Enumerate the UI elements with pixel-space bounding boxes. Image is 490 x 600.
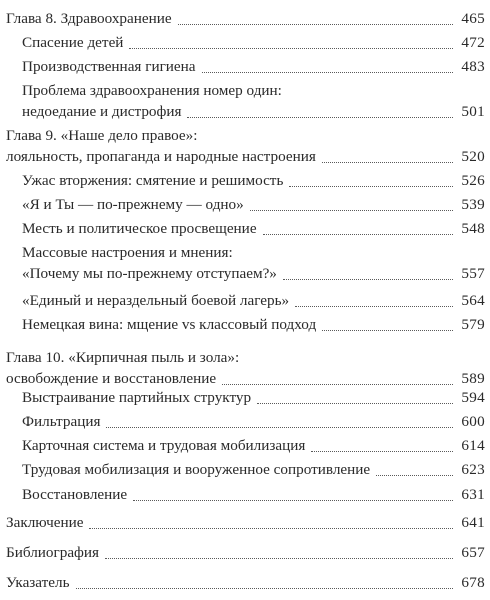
toc-dot-leader (106, 426, 453, 428)
toc-dot-leader (187, 116, 453, 118)
toc-page-number: 614 (461, 437, 485, 454)
toc-dot-leader (263, 233, 454, 235)
toc-entry-title: Карточная система и трудовая мобилизация (22, 437, 306, 454)
toc-page-number: 501 (461, 103, 485, 120)
toc-section-entry (0, 80, 490, 122)
toc-page-number: 641 (461, 514, 485, 531)
toc-section-entry (0, 56, 490, 77)
toc-page-number: 678 (461, 574, 485, 591)
toc-entry-title: «Почему мы по-прежнему отступаем?» (22, 265, 277, 282)
toc-dot-leader (89, 527, 453, 529)
toc-entry-title: Спасение детей (22, 34, 124, 51)
toc-dot-leader (289, 185, 453, 187)
toc-dot-leader (222, 383, 453, 385)
toc-chapter-entry (0, 125, 490, 167)
toc-entry-title: освобождение и восстановление (6, 370, 217, 387)
toc-page-number: 465 (461, 10, 485, 27)
toc-page-number: 623 (461, 461, 485, 478)
toc-entry-title: Ужас вторжения: смятение и решимость (22, 172, 284, 189)
toc-dot-leader (133, 499, 453, 501)
toc-entry-title: Производственная гигиена (22, 58, 196, 75)
toc-dot-leader (76, 587, 454, 589)
toc-dot-leader (202, 71, 454, 73)
toc-section-entry (0, 314, 490, 335)
toc-dot-leader (129, 47, 453, 49)
toc-chapter-entry (0, 542, 490, 563)
toc-page-number: 589 (461, 370, 485, 387)
toc-entry-title: Месть и политическое просвещение (22, 220, 257, 237)
toc-entry-title: Глава 10. «Кирпичная пыль и зола»: (6, 349, 240, 366)
toc-dot-leader (178, 23, 454, 25)
toc-section-entry (0, 387, 490, 408)
toc-entry-title: Массовые настроения и мнения: (22, 244, 233, 261)
toc-page-number: 594 (461, 389, 485, 406)
toc-page-number: 600 (461, 413, 485, 430)
toc-section-entry (0, 170, 490, 191)
toc-entry-title: недоедание и дистрофия (22, 103, 182, 120)
toc-section-entry (0, 484, 490, 505)
toc-entry-title: Фильтрация (22, 413, 101, 430)
toc-page-number: 557 (461, 265, 485, 282)
toc-page-number: 631 (461, 486, 485, 503)
toc-dot-leader (257, 402, 453, 404)
toc-section-entry (0, 459, 490, 480)
toc-page-number: 520 (461, 148, 485, 165)
toc-page-number: 564 (461, 292, 485, 309)
toc-entry-title: Трудовая мобилизация и вооруженное сопротивление (22, 461, 371, 478)
toc-entry-title: лояльность, пропаганда и народные настроения (6, 148, 316, 165)
toc-entry-title: Библиография (6, 544, 100, 561)
toc-chapter-entry (0, 572, 490, 593)
toc-section-entry (0, 242, 490, 284)
toc-dot-leader (322, 161, 453, 163)
toc-dot-leader (295, 305, 453, 307)
toc-dot-leader (105, 557, 453, 559)
toc-dot-leader (311, 450, 453, 452)
toc-chapter-entry (0, 8, 490, 29)
toc-page-number: 579 (461, 316, 485, 333)
toc-page-number: 483 (461, 58, 485, 75)
toc-entry-title: Глава 8. Здравоохранение (6, 10, 172, 27)
toc-section-entry (0, 435, 490, 456)
toc-entry-title: Восстановление (22, 486, 128, 503)
toc-entry-title: «Единый и нераздельный боевой лагерь» (22, 292, 290, 309)
toc-page-number: 657 (461, 544, 485, 561)
toc-section-entry (0, 290, 490, 311)
toc-dot-leader (322, 329, 453, 331)
toc-entry-title: Выстраивание партийных структур (22, 389, 252, 406)
toc-page-number: 472 (461, 34, 485, 51)
toc-chapter-entry (0, 512, 490, 533)
toc-entry-title: Заключение (6, 514, 84, 531)
toc-section-entry (0, 32, 490, 53)
toc-dot-leader (250, 209, 454, 211)
toc-section-entry (0, 194, 490, 215)
toc-entry-title: Немецкая вина: мщение vs классовый подход (22, 316, 317, 333)
toc-entry-title: Глава 9. «Наше дело правое»: (6, 127, 198, 144)
toc-entry-title: Указатель (6, 574, 70, 591)
toc-entry-title: «Я и Ты — по-прежнему — одно» (22, 196, 244, 213)
toc-dot-leader (283, 278, 453, 280)
toc-page-number: 526 (461, 172, 485, 189)
toc-dot-leader (376, 474, 453, 476)
toc-entry-title: Проблема здравоохранения номер один: (22, 82, 282, 99)
toc-page-number: 539 (461, 196, 485, 213)
toc-section-entry (0, 218, 490, 239)
toc-chapter-entry (0, 347, 490, 389)
toc-page-number: 548 (461, 220, 485, 237)
toc-section-entry (0, 411, 490, 432)
